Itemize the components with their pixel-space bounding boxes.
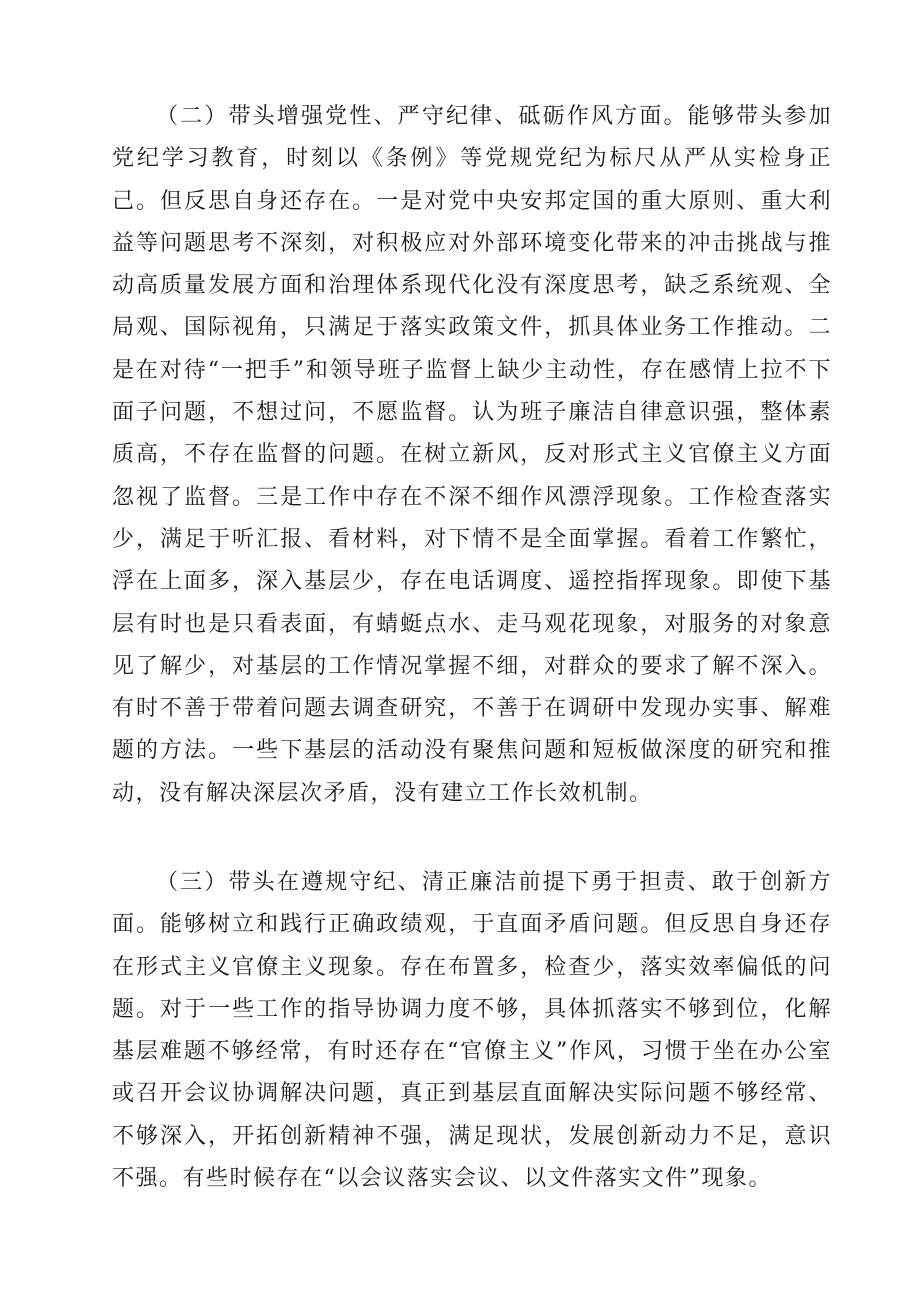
paragraph-section-three: （三）带头在遵规守纪、清正廉洁前提下勇于担责、敢于创新方面。能够树立和践行正确政绩观，于直面矛盾问题。但反思自身还存在形式主义官僚主义现象。存在布置多，检查少，落实效率偏低的问题。对于一些工作的指导协调力度不够，具体抓落实不够到位，化解基层难题不够经常，有时还存在“官僚主义”作风，习惯于坐在办公室或召开会议协调解决问题，真正到基层直面解决实际问题不够经常、不够深入，开拓创新精神不强，满足现状，发展创新动力不足，意识不强。有些时候存在“以会议落实会议、以文件落实文件”现象。 (112, 870, 832, 1192)
paragraph-section-two: （二）带头增强党性、严守纪律、砥砺作风方面。能够带头参加党纪学习教育，时刻以《条例》等党规党纪为标尺从严从实检身正己。但反思自身还存在。一是对党中央安邦定国的重大原则、重大利益等问题思考不深刻，对积极应对外部环境变化带来的冲击挑战与推动高质量发展方面和治理体系现代化没有深度思考，缺乏系统观、全局观、国际视角，只满足于落实政策文件，抓具体业务工作推动。二是在对待“一把手”和领导班子监督上缺少主动性，存在感情上拉不下面子问题，不想过问，不愿监督。认为班子廉洁自律意识强，整体素质高，不存在监督的问题。在树立新风，反对形式主义官僚主义方面忽视了监督。三是工作中存在不深不细作风漂浮现象。工作检查落实少，满足于听汇报、看材料，对下情不是全面掌握。看着工作繁忙，浮在上面多，深入基层少，存在电话调度、遥控指挥现象。即使下基层有时也是只看表面，有蜻蜓点水、走马观花现象，对服务的对象意见了解少，对基层的工作情况掌握不细，对群众的要求了解不深入。有时不善于带着问题去调查研究，不善于在调研中发现办实事、解难题的方法。一些下基层的活动没有聚焦问题和短板做深度的研究和推动，没有解决深层次矛盾，没有建立工作长效机制。 (112, 104, 832, 806)
